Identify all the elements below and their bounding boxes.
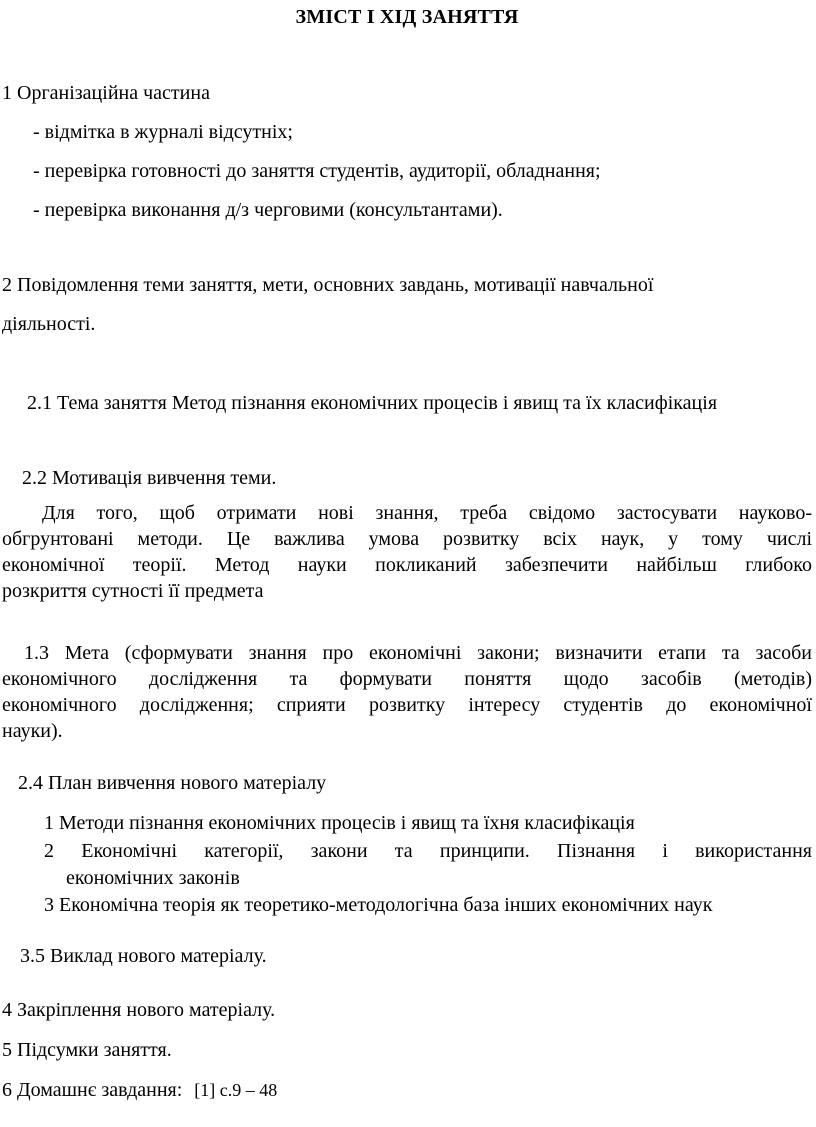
plan-heading: 2.4 План вивчення нового матеріалу [18, 772, 327, 794]
homework-label: 6 Домашнє завдання: [2, 1079, 183, 1101]
org-item-1: - відмітка в журналі відсутніх; [33, 121, 293, 143]
section-2-heading-line-2: діяльності. [2, 313, 96, 335]
org-item-2: - перевірка готовності до заняття студентів, аудиторії, обладнання; [33, 160, 601, 182]
goal-paragraph-line-3: економічного дослідження; сприяти розвитку інтересу студентів до економічної [2, 694, 812, 716]
plan-item-2-line-1: 2 Економічні категорії, закони та принципи. Пізнання і використання [44, 840, 812, 862]
motivation-paragraph-line-1: Для того, щоб отримати нові знання, треба свідомо застосувати науково- [42, 502, 812, 524]
motivation-paragraph-line-3: економічної теорії. Метод науки покликаний забезпечити найбільш глибоко [2, 554, 812, 576]
consolidation-heading: 4 Закріплення нового матеріалу. [2, 999, 276, 1021]
motivation-heading: 2.2 Мотивація вивчення теми. [22, 467, 277, 489]
homework-line [2, 1077, 812, 1103]
motivation-paragraph-line-4: розкриття сутності її предмета [2, 580, 264, 602]
motivation-paragraph-line-2: обгрунтовані методи. Це важлива умова розвитку всіх наук, у тому числі [2, 528, 812, 550]
goal-paragraph-line-1: 1.3 Мета (сформувати знання про економічні закони; визначити етапи та засоби [24, 642, 812, 664]
goal-paragraph-line-2: економічного дослідження та формувати поняття щодо засобів (методів) [2, 668, 812, 690]
topic-line: 2.1 Тема заняття Метод пізнання економічних процесів і явищ та їх класифікація [27, 392, 718, 414]
plan-item-1: 1 Методи пізнання економічних процесів і явищ та їхня класифікація [44, 812, 635, 834]
presentation-heading: 3.5 Виклад нового матеріалу. [20, 945, 267, 967]
summary-heading: 5 Підсумки заняття. [2, 1039, 172, 1061]
section-2-heading-line-1: 2 Повідомлення теми заняття, мети, основних завдань, мотивації навчальної [2, 274, 654, 296]
plan-item-3: 3 Економічна теорія як теоретико-методологічна база інших економічних наук [44, 894, 713, 916]
section-1-heading: 1 Організаційна частина [2, 82, 210, 104]
homework-reference: [1] с.9 – 48 [194, 1080, 278, 1100]
page-title: ЗМІСТ І ХІД ЗАНЯТТЯ [295, 6, 519, 28]
org-item-3: - перевірка виконання д/з черговими (консультантами). [33, 199, 503, 221]
goal-paragraph-line-4: науки). [2, 720, 63, 742]
plan-item-2-line-2: економічних законів [66, 867, 240, 889]
